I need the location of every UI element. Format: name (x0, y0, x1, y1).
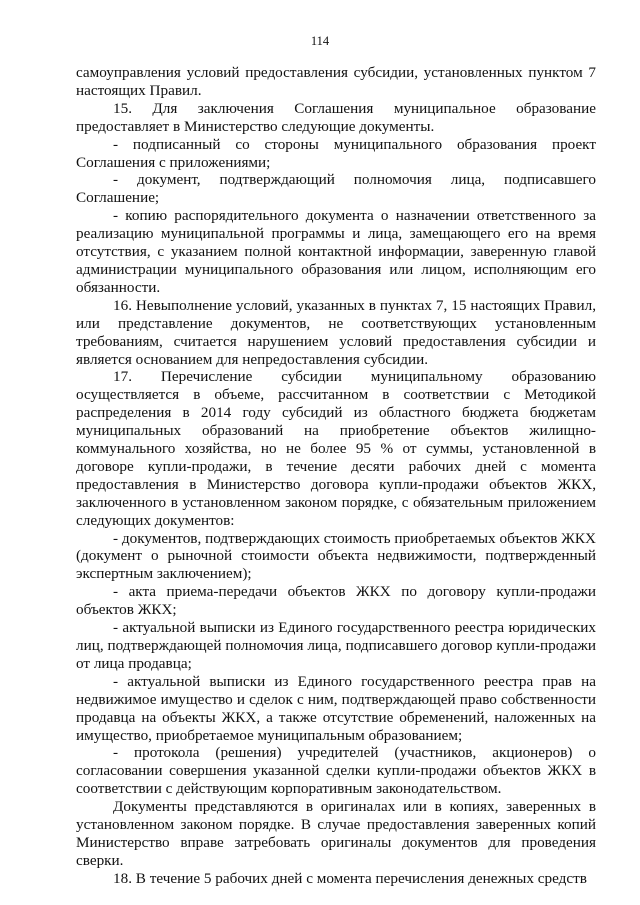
list-item: - актуальной выписки из Единого государственного реестра юридических лиц, подтверждающей полномочия лица, подписавшего договор купли-продажи от лица продавца; (76, 619, 596, 672)
paragraph-item-15: 15. Для заключения Соглашения муниципальное образование предоставляет в Министерство следующие документы. (76, 99, 596, 135)
paragraph-continuation: самоуправления условий предоставления субсидии, установленных пунктом 7 настоящих Правил. (76, 64, 596, 99)
list-item: - акта приема-передачи объектов ЖКХ по договору купли-продажи объектов ЖКХ; (76, 583, 596, 619)
document-body (76, 64, 596, 888)
paragraph-documents: Документы представляются в оригиналах или в копиях, заверенных в установленном законом порядке. В случае предоставления заверенных копий Министерство вправе затребовать оригиналы документов для проведения сверки. (76, 798, 596, 869)
list-item: - документ, подтверждающий полномочия лица, подписавшего Соглашение; (76, 171, 596, 207)
list-item: - копию распорядительного документа о назначении ответственного за реализацию муниципальной программы и лица, замещающего его на время отсутствия, с указанием полной контактной информации, заверенную главой администрации муниципального образования или лицом, исполняющим его обязанности. (76, 207, 596, 296)
list-item: - протокола (решения) учредителей (участников, акционеров) о согласовании совершения указанной сделки купли-продажи объектов ЖКХ в соответствии с действующим корпоративным законодательством. (76, 744, 596, 798)
page-number: 114 (310, 34, 330, 48)
paragraph-item-16: 16. Невыполнение условий, указанных в пунктах 7, 15 настоящих Правил, или представление документов, не соответствующих установленным требованиям, считается нарушением условий предоставления субсидии и является основанием для непредоставления субсидии. (76, 296, 596, 368)
paragraph-item-18: 18. В течение 5 рабочих дней с момента перечисления денежных средств (113, 869, 587, 887)
list-item: - документов, подтверждающих стоимость приобретаемых объектов ЖКХ (документ о рыночной стоимости объекта недвижимости, подтвержденный экспертным заключением); (76, 529, 596, 583)
paragraph-item-17: 17. Перечисление субсидии муниципальному образованию осуществляется в объеме, рассчитанном в соответствии с Методикой распределения в 2014 году субсидий из областного бюджета бюджетам муниципальных образований на приобретение объектов жилищно-коммунального хозяйства, но не более 95 % от суммы, установленной в договоре купли-продажи, в течение десяти рабочих дней с момента предоставления в Министерство договора купли-продажи объектов ЖКХ, заключенного в установленном законом порядке, с обязательным приложением следующих документов: (76, 368, 596, 529)
list-item: - подписанный со стороны муниципального образования проект Соглашения с приложениями; (76, 135, 596, 171)
list-item: - актуальной выписки из Единого государственного реестра прав на недвижимое имущество и сделок с ним, подтверждающей право собственности продавца на объекты ЖКХ, а также отсутствие обременений, наложенных на имущество, приобретаемое муниципальным образованием; (76, 672, 596, 744)
